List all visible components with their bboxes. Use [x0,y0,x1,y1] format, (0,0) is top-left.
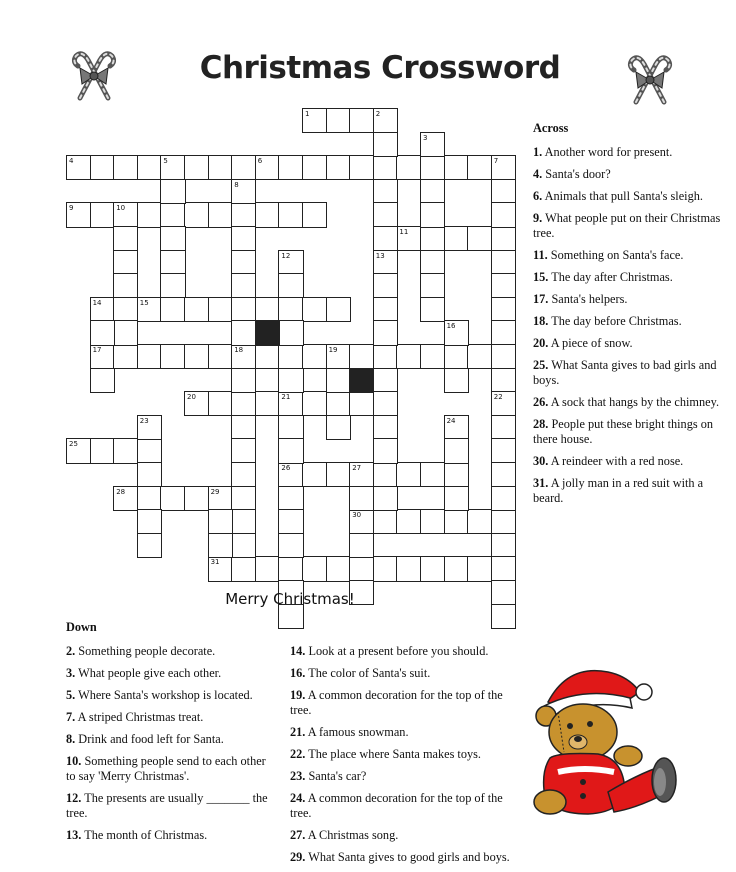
clue-text: A jolly man in a red suit with a beard. [533,476,704,505]
clue-text: Where Santa's workshop is located. [75,688,253,702]
clue-number: 28. [533,417,549,431]
grid-cell[interactable] [349,486,374,511]
clue-number: 4. [533,167,543,181]
clue-item [533,358,723,388]
grid-cell[interactable] [231,509,256,534]
grid-cell[interactable] [373,391,398,416]
grid-cell[interactable] [113,297,138,322]
grid-cell[interactable] [160,344,185,369]
grid-cell[interactable] [373,132,398,157]
clue-text: A striped Christmas treat. [75,710,204,724]
grid-cell[interactable] [444,509,469,534]
grid-cell[interactable] [491,486,516,511]
clue-item [533,211,723,241]
grid-cell[interactable] [326,556,351,581]
grid-cell[interactable] [184,202,209,227]
grid-cell[interactable] [302,155,327,180]
grid-cell[interactable] [113,250,138,275]
grid-cell[interactable] [255,391,280,416]
clue-text: Another word for present. [542,145,673,159]
grid-cell[interactable] [278,368,303,393]
clue-item [533,454,723,469]
clue-number: 12. [66,791,82,805]
grid-cell[interactable] [491,250,516,275]
down-heading: Down [66,620,97,634]
clue-number: 30. [533,454,549,468]
grid-number: 30 [352,511,362,520]
grid-number: 19 [328,346,338,354]
across-list [533,145,723,506]
grid-number: 5 [163,157,168,166]
grid-cell[interactable] [491,415,516,440]
grid-cell[interactable] [302,556,327,581]
clue-text: Santa's helpers. [548,292,628,306]
down-clues [66,620,276,850]
grid-cell[interactable] [278,320,303,345]
grid-cell[interactable] [396,155,421,180]
grid-cell[interactable] [420,250,445,275]
grid-cell[interactable] [444,368,469,393]
grid-cell[interactable] [160,273,185,298]
clue-item [533,314,723,329]
grid-cell[interactable] [349,391,374,416]
clue-item [290,688,510,718]
grid-number: 27 [352,464,362,472]
clue-number: 6. [533,189,543,203]
clue-item [66,666,276,681]
grid-cell[interactable] [278,556,303,581]
grid-cell[interactable] [160,486,185,511]
grid-cell[interactable] [184,155,209,180]
grid-number: 9 [69,204,74,213]
grid-cell[interactable] [137,486,162,511]
grid-cell[interactable] [326,462,351,487]
grid-cell[interactable] [491,297,516,322]
grid-cell[interactable] [326,108,351,133]
grid-number: 26 [281,464,291,472]
grid-cell[interactable] [373,202,398,227]
grid-cell[interactable] [420,155,445,180]
clue-item [533,270,723,285]
across-clues [533,121,723,513]
clue-text: A piece of snow. [548,336,633,350]
grid-cell[interactable] [255,344,280,369]
grid-number: 1 [305,110,310,118]
grid-number: 29 [210,487,220,496]
clue-number: 31. [533,476,549,490]
clue-item [533,248,723,263]
grid-cell[interactable] [373,509,398,534]
grid-cell[interactable] [231,391,256,416]
grid-cell[interactable] [373,273,398,298]
grid-cell[interactable] [231,297,256,322]
clue-item [290,747,510,762]
grid-cell[interactable] [113,155,138,180]
clue-text: The day after Christmas. [548,270,673,284]
grid-cell[interactable] [231,486,256,511]
clue-text: Look at a present before you should. [305,644,489,658]
grid-number: 8 [234,180,239,189]
grid-cell[interactable] [231,368,256,393]
clue-number: 18. [533,314,549,328]
grid-cell[interactable] [349,155,374,180]
grid-cell[interactable] [302,462,327,487]
clue-number: 20. [533,336,549,350]
grid-cell[interactable] [90,368,115,393]
grid-cell[interactable] [444,438,469,463]
clue-item [533,395,723,410]
grid-cell[interactable] [231,155,256,180]
grid-cell[interactable] [349,344,374,369]
grid-number: 23 [139,416,149,425]
grid-cell[interactable] [420,297,445,322]
grid-cell[interactable] [491,533,516,558]
grid-cell[interactable] [491,438,516,463]
grid-cell[interactable] [373,415,398,440]
grid-cell[interactable] [231,226,256,251]
grid-cell[interactable] [326,391,351,416]
grid-cell[interactable] [255,297,280,322]
grid-cell[interactable] [444,486,469,511]
grid-number: 15 [139,298,149,307]
clue-item [290,769,510,784]
clue-item [290,666,510,681]
clue-item [533,336,723,351]
grid-cell[interactable] [208,155,233,180]
clue-number: 10. [66,754,82,768]
grid-number: 28 [116,487,126,496]
clue-item [290,644,510,659]
clue-item [66,754,276,784]
grid-cell[interactable] [278,297,303,322]
grid-cell[interactable] [231,273,256,298]
clue-text: The day before Christmas. [548,314,682,328]
clue-number: 7. [66,710,76,724]
grid-cell[interactable] [491,556,516,581]
grid-cell[interactable] [231,250,256,275]
clue-text: Something on Santa's face. [547,248,684,262]
grid-cell[interactable] [278,509,303,534]
clue-number: 13. [66,828,82,842]
grid-cell[interactable] [278,486,303,511]
grid-cell[interactable] [137,462,162,487]
clue-number: 5. [66,688,76,702]
grid-cell[interactable] [113,226,138,251]
clue-item [290,725,510,740]
grid-number: 17 [92,346,102,354]
grid-cell[interactable] [90,155,115,180]
grid-cell[interactable] [208,297,233,322]
grid-cell[interactable] [137,202,162,227]
clue-item [533,417,723,447]
grid-cell[interactable] [349,533,374,558]
grid-number: 31 [210,558,220,567]
clue-number: 3. [66,666,76,680]
grid-cell[interactable] [231,556,256,581]
grid-number: 24 [446,416,456,425]
clue-number: 22. [290,747,306,761]
down-list-1 [66,644,276,843]
grid-number: 18 [234,346,244,354]
grid-cell[interactable] [90,438,115,463]
grid-cell[interactable] [420,462,445,487]
grid-cell[interactable] [420,273,445,298]
clue-number: 21. [290,725,306,739]
grid-cell[interactable] [208,533,233,558]
clue-number: 11. [533,248,548,262]
grid-number: 21 [281,393,291,402]
clue-text: Something people send to each other to say 'Merry Christmas'. [66,754,266,783]
grid-cell[interactable] [396,344,421,369]
grid-cell[interactable] [137,344,162,369]
grid-cell[interactable] [302,344,327,369]
clue-text: The month of Christmas. [81,828,208,842]
grid-number: 14 [92,298,102,307]
grid-cell[interactable] [444,226,469,251]
grid-number: 11 [399,228,409,236]
grid-cell[interactable] [184,344,209,369]
grid-cell[interactable] [420,344,445,369]
grid-cell[interactable] [113,438,138,463]
grid-cell[interactable] [184,486,209,511]
grid-cell[interactable] [491,226,516,251]
clue-text: The place where Santa makes toys. [305,747,482,761]
clue-number: 9. [533,211,543,225]
clue-item [66,732,276,747]
grid-cell[interactable] [326,155,351,180]
grid-cell[interactable] [113,320,138,345]
clue-text: Something people decorate. [75,644,216,658]
grid-cell[interactable] [420,202,445,227]
grid-number: 22 [493,393,503,402]
grid-cell[interactable] [113,344,138,369]
clue-number: 29. [290,850,306,864]
clue-text: What Santa gives to bad girls and boys. [533,358,717,387]
grid-cell[interactable] [302,391,327,416]
grid-cell[interactable] [373,368,398,393]
grid-cell[interactable] [137,509,162,534]
grid-cell[interactable] [349,108,374,133]
grid-cell[interactable] [208,202,233,227]
grid-cell[interactable] [160,250,185,275]
grid-cell-black [349,368,374,393]
clue-number: 15. [533,270,549,284]
clue-text: What people give each other. [75,666,222,680]
clue-item [66,688,276,703]
grid-cell[interactable] [137,533,162,558]
grid-cell[interactable] [208,509,233,534]
clue-text: The color of Santa's suit. [305,666,431,680]
clue-item [533,189,723,204]
teddy-bear-santa-icon [528,662,678,822]
clue-item [533,145,723,160]
grid-number: 3 [423,133,428,142]
grid-cell[interactable] [231,415,256,440]
clue-item [66,791,276,821]
grid-cell[interactable] [396,509,421,534]
grid-cell[interactable] [373,462,398,487]
grid-cell[interactable] [90,202,115,227]
grid-cell[interactable] [444,462,469,487]
grid-cell[interactable] [396,556,421,581]
clue-text: What Santa gives to good girls and boys. [305,850,510,864]
clue-text: Santa's door? [542,167,611,181]
clue-text: Animals that pull Santa's sleigh. [542,189,703,203]
grid-cell[interactable] [467,226,492,251]
grid-cell[interactable] [302,202,327,227]
clue-number: 23. [290,769,306,783]
clue-text: A famous snowman. [305,725,409,739]
grid-cell[interactable] [444,556,469,581]
grid-cell[interactable] [373,320,398,345]
clue-text: A reindeer with a red nose. [548,454,684,468]
grid-cell[interactable] [208,391,233,416]
grid-cell[interactable] [467,509,492,534]
grid-number: 2 [375,110,381,118]
across-heading: Across [533,121,569,135]
grid-cell[interactable] [420,226,445,251]
grid-cell[interactable] [420,179,445,204]
grid-cell[interactable] [255,202,280,227]
grid-number: 6 [257,157,263,166]
grid-cell[interactable] [160,202,185,227]
clue-text: Santa's car? [305,769,367,783]
grid-cell[interactable] [278,273,303,298]
grid-cell[interactable] [467,556,492,581]
grid-cell[interactable] [231,533,256,558]
grid-cell[interactable] [420,556,445,581]
clue-item [533,292,723,307]
clue-number: 1. [533,145,543,159]
grid-cell[interactable] [491,580,516,605]
clue-number: 26. [533,395,549,409]
grid-cell[interactable] [231,438,256,463]
grid-cell[interactable] [184,297,209,322]
grid-number: 13 [375,251,385,260]
clue-item [533,476,723,506]
clue-text: A common decoration for the top of the tree. [290,791,503,820]
clue-number: 16. [290,666,306,680]
page-title: Christmas Crossword [199,50,561,86]
clue-text: A common decoration for the top of the tree. [290,688,503,717]
grid-number: 4 [69,157,74,166]
grid-cell[interactable] [467,155,492,180]
clue-number: 25. [533,358,549,372]
clue-item [66,644,276,659]
clue-item [290,828,510,843]
grid-number: 20 [187,393,196,402]
grid-cell[interactable] [491,202,516,227]
down-list-2 [290,644,510,865]
grid-number: 7 [493,157,499,166]
clue-number: 27. [290,828,306,842]
clue-text: People put these bright things on there house. [533,417,714,446]
grid-cell[interactable] [373,155,398,180]
grid-cell[interactable] [231,202,256,227]
grid-cell[interactable] [373,556,398,581]
clue-item [66,828,276,843]
grid-cell[interactable] [326,368,351,393]
clue-number: 2. [66,644,76,658]
grid-cell[interactable] [396,462,421,487]
grid-cell[interactable] [373,344,398,369]
footer-text: Merry Christmas! [225,590,355,608]
clue-text: The presents are usually _______ the tree. [66,791,268,820]
grid-cell-black [255,320,280,345]
clue-number: 24. [290,791,306,805]
grid-cell[interactable] [255,556,280,581]
clue-number: 8. [66,732,76,746]
grid-cell[interactable] [302,297,327,322]
clue-item [66,710,276,725]
grid-cell[interactable] [491,179,516,204]
down-clues-continued [290,620,510,872]
grid-cell[interactable] [373,486,398,511]
grid-cell[interactable] [90,320,115,345]
clue-item [290,791,510,821]
grid-cell[interactable] [373,179,398,204]
clue-number: 17. [533,292,549,306]
grid-cell[interactable] [373,226,398,251]
grid-cell[interactable] [278,344,303,369]
grid-cell[interactable] [373,438,398,463]
clue-number: 19. [290,688,306,702]
grid-number: 10 [116,204,126,213]
grid-number: 12 [281,251,291,260]
grid-cell[interactable] [113,273,138,298]
clue-item [533,167,723,182]
grid-cell[interactable] [160,297,185,322]
grid-cell[interactable] [278,415,303,440]
grid-cell[interactable] [326,297,351,322]
grid-cell[interactable] [137,155,162,180]
grid-cell[interactable] [208,344,233,369]
grid-cell[interactable] [491,509,516,534]
clue-text: A Christmas song. [305,828,399,842]
grid-cell[interactable] [278,155,303,180]
grid-cell[interactable] [373,297,398,322]
grid-cell[interactable] [160,226,185,251]
grid-cell[interactable] [444,155,469,180]
grid-cell[interactable] [231,462,256,487]
grid-cell[interactable] [278,202,303,227]
grid-cell[interactable] [349,556,374,581]
grid-cell[interactable] [491,320,516,345]
grid-cell[interactable] [420,509,445,534]
grid-cell[interactable] [278,533,303,558]
grid-cell[interactable] [278,438,303,463]
grid-cell[interactable] [326,415,351,440]
grid-cell[interactable] [491,368,516,393]
grid-cell[interactable] [231,320,256,345]
clue-text: A sock that hangs by the chimney. [548,395,720,409]
clue-text: What people put on their Christmas tree. [533,211,721,240]
grid-cell[interactable] [467,344,492,369]
grid-number: 25 [69,440,78,449]
clue-text: Drink and food left for Santa. [75,732,224,746]
grid-cell[interactable] [137,438,162,463]
grid-number: 16 [446,322,456,331]
clue-item [290,850,510,865]
grid-cell[interactable] [444,344,469,369]
grid-cell[interactable] [491,273,516,298]
grid-cell[interactable] [491,344,516,369]
grid-cell[interactable] [160,179,185,204]
clue-number: 14. [290,644,306,658]
grid-cell[interactable] [491,462,516,487]
